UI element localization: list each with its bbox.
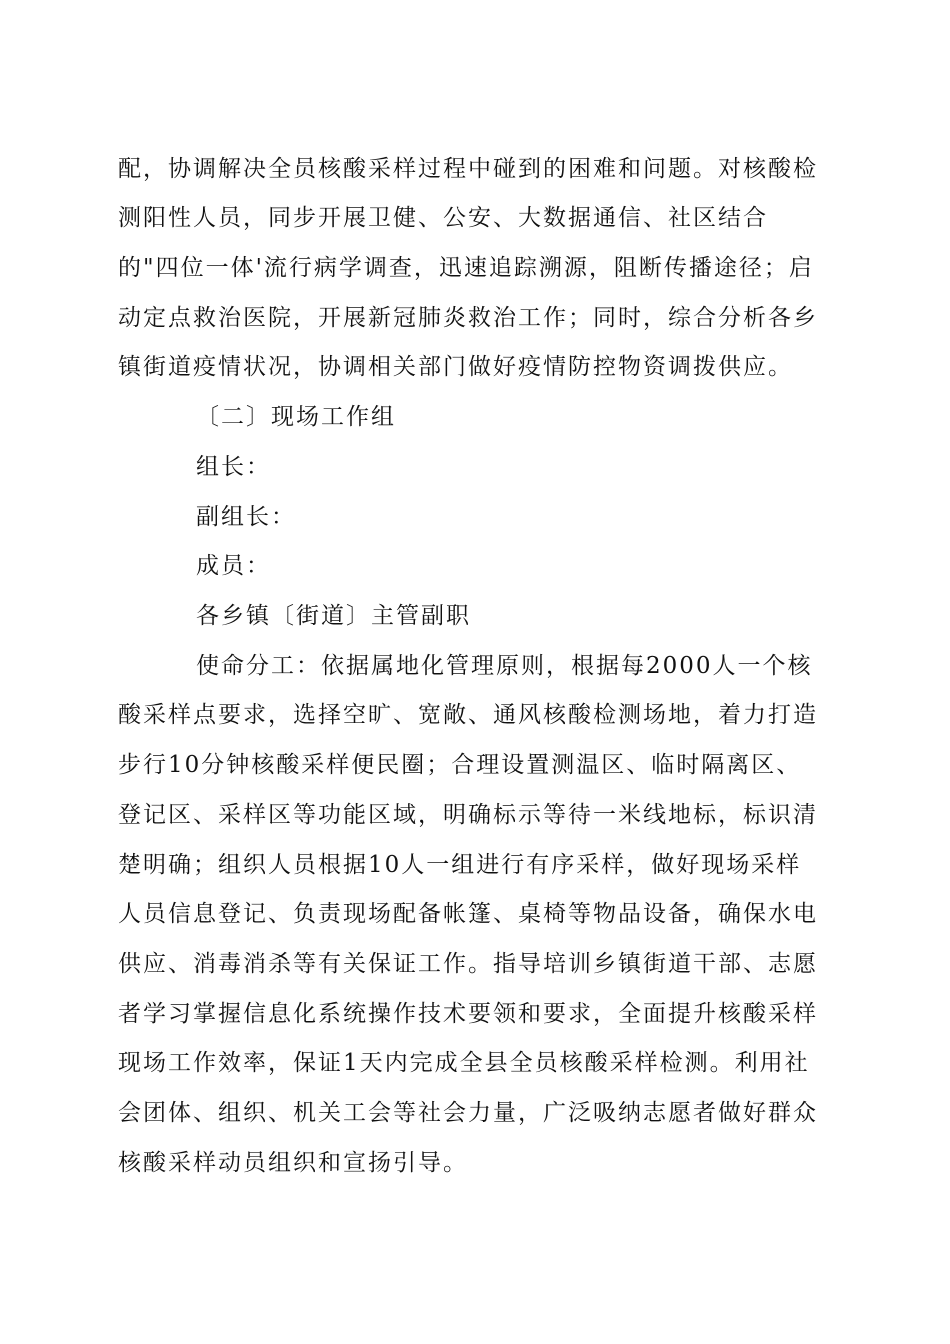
paragraph-line: 步行10分钟核酸采样便民圈；合理设置测温区、临时隔离区、	[118, 752, 802, 778]
paragraph-line: 配，协调解决全员核酸采样过程中碰到的困难和问题。对核酸检	[118, 156, 818, 182]
paragraph-line: 者学习掌握信息化系统操作技术要领和要求，全面提升核酸采样	[118, 1001, 818, 1027]
paragraph-line: 的"四位一体'流行病学调查，迅速追踪溯源，阻断传播途径；启	[118, 255, 814, 281]
members-value: 各乡镇〔街道〕主管副职	[196, 603, 471, 629]
paragraph-line: 核酸采样动员组织和宣扬引导。	[118, 1150, 468, 1176]
paragraph-line: 使命分工：依据属地化管理原则，根据每2000人一个核	[196, 653, 813, 679]
members-label: 成员：	[196, 553, 271, 579]
paragraph-line: 登记区、采样区等功能区域，明确标示等待一米线地标，标识清	[118, 802, 818, 828]
paragraph-line: 酸采样点要求，选择空旷、宽敞、通风核酸检测场地，着力打造	[118, 702, 818, 728]
paragraph-line: 镇街道疫情状况，协调相关部门做好疫情防控物资调拨供应。	[118, 354, 793, 380]
paragraph-line: 楚明确；组织人员根据10人一组进行有序采样，做好现场采样	[118, 852, 802, 878]
section-heading: 〔二〕现场工作组	[196, 404, 396, 430]
paragraph-line: 人员信息登记、负责现场配备帐篷、桌椅等物品设备，确保水电	[118, 901, 818, 927]
deputy-leader-label: 副组长：	[196, 504, 296, 530]
leader-label: 组长：	[196, 454, 271, 480]
paragraph-line: 现场工作效率，保证1天内完成全县全员核酸采样检测。利用社	[118, 1050, 810, 1076]
paragraph-line: 测阳性人员，同步开展卫健、公安、大数据通信、社区结合	[118, 205, 768, 231]
paragraph-line: 会团体、组织、机关工会等社会力量，广泛吸纳志愿者做好群众	[118, 1100, 818, 1126]
paragraph-line: 动定点救治医院，开展新冠肺炎救治工作；同时，综合分析各乡	[118, 305, 818, 331]
paragraph-line: 供应、消毒消杀等有关保证工作。指导培训乡镇街道干部、志愿	[118, 951, 818, 977]
